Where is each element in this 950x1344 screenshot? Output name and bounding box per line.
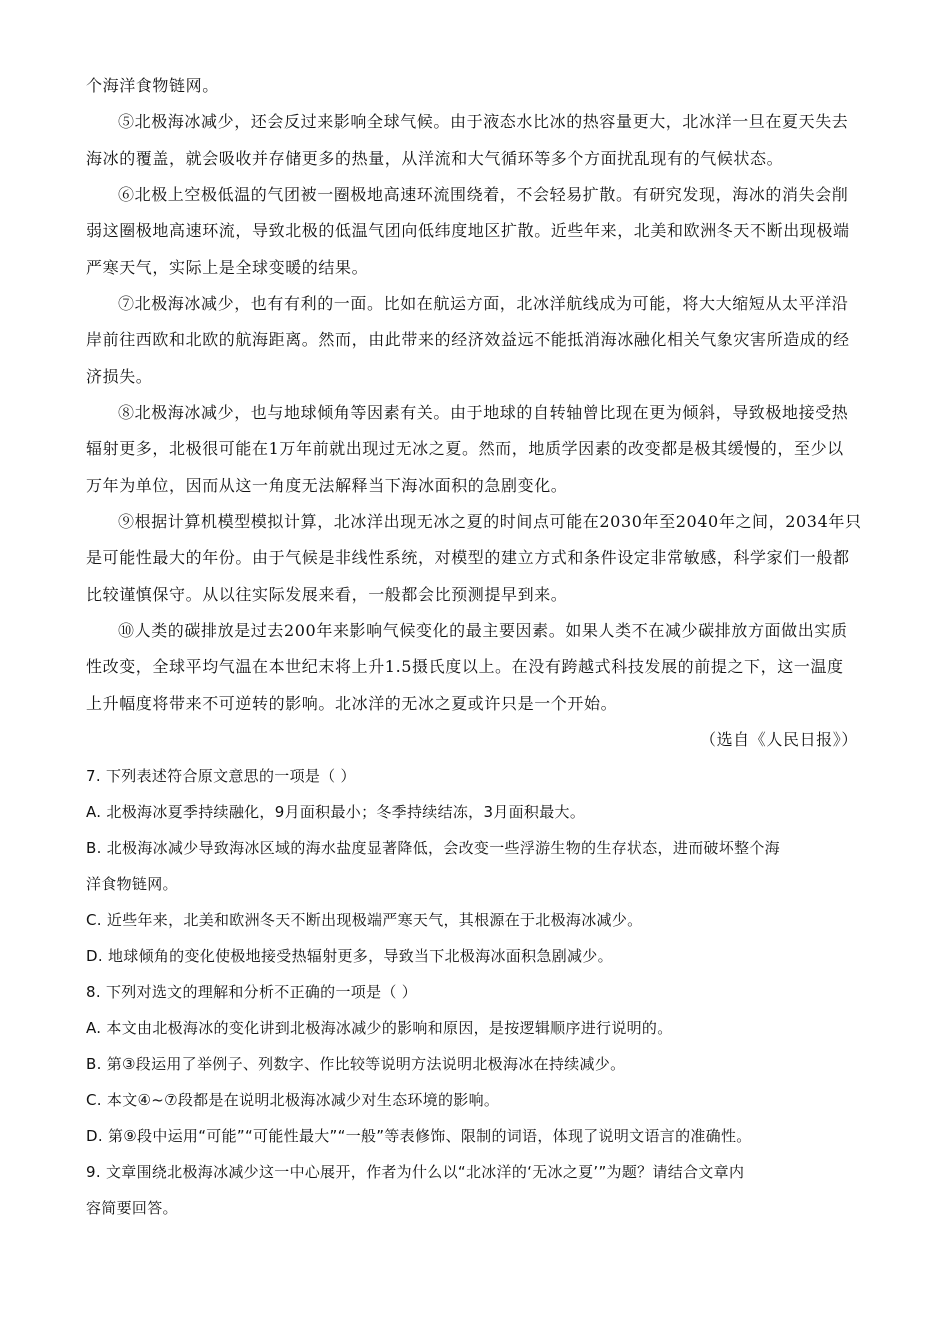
paragraph-7-line: 济损失。 bbox=[86, 367, 153, 386]
question-8-option-d: D. 第⑨段中运用“可能”“可能性最大”“一般”等表修饰、限制的词语，体现了说明文语言的准确性。 bbox=[86, 1127, 752, 1145]
question-7-option-b: B. 北极海冰减少导致海冰区域的海水盐度显著降低，会改变一些浮游生物的生存状态，进而破坏整个海 bbox=[86, 839, 780, 857]
question-8-option-c: C. 本文④~⑦段都是在说明北极海冰减少对生态环境的影响。 bbox=[86, 1091, 500, 1109]
source-citation: （选自《人民日报》） bbox=[699, 730, 858, 749]
paragraph-9-line: ⑨根据计算机模型模拟计算，北冰洋出现无冰之夏的时间点可能在2030年至2040年之间，2034年只 bbox=[118, 512, 862, 531]
paragraph-10-line: 性改变，全球平均气温在本世纪末将上升1.5摄氏度以上。在没有跨越式科技发展的前提之下，这一温度 bbox=[86, 657, 844, 676]
question-8-option-b: B. 第③段运用了举例子、列数字、作比较等说明方法说明北极海冰在持续减少。 bbox=[86, 1055, 626, 1073]
paragraph-7-line: 岸前往西欧和北欧的航海距离。然而，由此带来的经济效益远不能抵消海冰融化相关气象灾害所造成的经 bbox=[86, 330, 850, 349]
paragraph-8-line: ⑧北极海冰减少，也与地球倾角等因素有关。由于地球的自转轴曾比现在更为倾斜，导致极地接受热 bbox=[118, 403, 849, 422]
paragraph-8-line: 辐射更多，北极很可能在1万年前就出现过无冰之夏。然而，地质学因素的改变都是极其缓慢的，至少以 bbox=[86, 439, 844, 458]
question-7: 7. 下列表述符合原文意思的一项是（ ） bbox=[86, 767, 356, 785]
paragraph-5-line: ⑤北极海冰减少，还会反过来影响全球气候。由于液态水比冰的热容量更大，北冰洋一旦在夏天失去 bbox=[118, 112, 849, 131]
question-8: 8. 下列对选文的理解和分析不正确的一项是（ ） bbox=[86, 983, 418, 1001]
paragraph-10-line: 上升幅度将带来不可逆转的影响。北冰洋的无冰之夏或许只是一个开始。 bbox=[86, 694, 618, 713]
question-9: 9. 文章围绕北极海冰减少这一中心展开，作者为什么以“北冰洋的‘无冰之夏’”为题？请结合文章内 bbox=[86, 1163, 745, 1181]
text-line: 个海洋食物链网。 bbox=[86, 76, 219, 95]
question-7-option-a: A. 北极海冰夏季持续融化，9月面积最小；冬季持续结冻，3月面积最大。 bbox=[86, 803, 586, 821]
paragraph-6-line: 严寒天气，实际上是全球变暖的结果。 bbox=[86, 258, 369, 277]
paragraph-9-line: 比较谨慎保守。从以往实际发展来看，一般都会比预测提早到来。 bbox=[86, 585, 568, 604]
question-7-option-c: C. 近些年来，北美和欧洲冬天不断出现极端严寒天气，其根源在于北极海冰减少。 bbox=[86, 911, 643, 929]
question-7-option-d: D. 地球倾角的变化使极地接受热辐射更多，导致当下北极海冰面积急剧减少。 bbox=[86, 947, 613, 965]
paragraph-6-line: ⑥北极上空极低温的气团被一圈极地高速环流围绕着，不会轻易扩散。有研究发现，海冰的消失会削 bbox=[118, 185, 849, 204]
paragraph-7-line: ⑦北极海冰减少，也有有利的一面。比如在航运方面，北冰洋航线成为可能，将大大缩短从太平洋沿 bbox=[118, 294, 849, 313]
paragraph-5-line: 海冰的覆盖，就会吸收并存储更多的热量，从洋流和大气循环等多个方面扰乱现有的气候状态。 bbox=[86, 149, 784, 168]
question-7-option-b: 洋食物链网。 bbox=[86, 875, 178, 893]
paragraph-10-line: ⑩人类的碳排放是过去200年来影响气候变化的最主要因素。如果人类不在减少碳排放方面做出实质 bbox=[118, 621, 848, 640]
paragraph-8-line: 万年为单位，因而从这一角度无法解释当下海冰面积的急剧变化。 bbox=[86, 476, 568, 495]
question-8-option-a: A. 本文由北极海冰的变化讲到北极海冰减少的影响和原因，是按逻辑顺序进行说明的。 bbox=[86, 1019, 673, 1037]
question-9: 容简要回答。 bbox=[86, 1199, 178, 1217]
paragraph-6-line: 弱这圈极地高速环流，导致北极的低温气团向低纬度地区扩散。近些年来，北美和欧洲冬天不断出现极端 bbox=[86, 221, 850, 240]
paragraph-9-line: 是可能性最大的年份。由于气候是非线性系统，对模型的建立方式和条件设定非常敏感，科学家们一般都 bbox=[86, 548, 850, 567]
